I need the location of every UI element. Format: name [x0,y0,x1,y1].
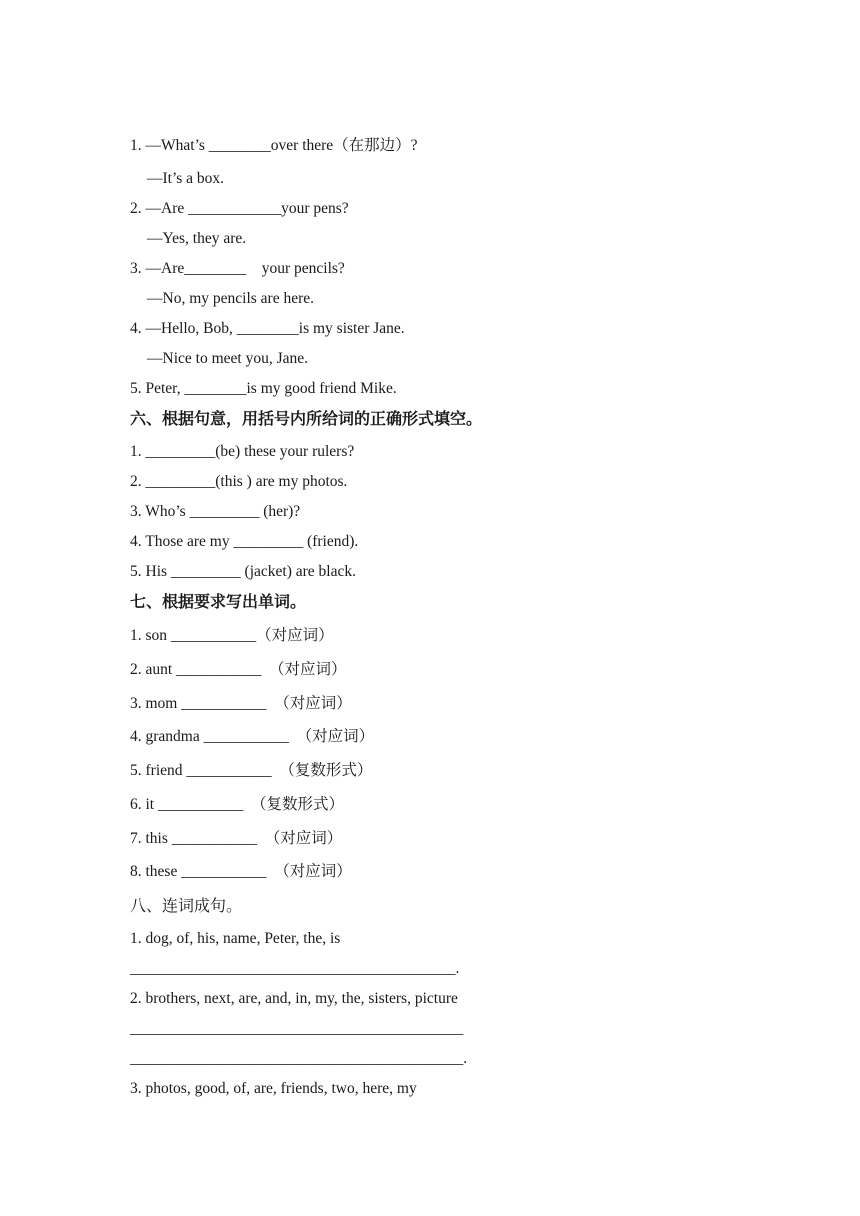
question-7-1: 1. son ___________（对应词） [130,627,334,644]
question-5-3: 3. —Are________ your pencils? [130,260,345,277]
section-7-title: 七、根据要求写出单词。 [130,592,307,611]
answer-5-1: —It’s a box. [147,170,225,187]
question-6-4: 4. Those are my _________ (friend). [130,533,359,550]
question-6-2: 2. _________(this ) are my photos. [130,473,348,490]
question-5-4: 4. —Hello, Bob, ________is my sister Jane. [130,320,405,337]
answer-line-8-1: __________________________________________. [130,960,460,977]
question-6-5: 5. His _________ (jacket) are black. [130,563,356,580]
answer-5-2: —Yes, they are. [147,230,247,247]
answer-line-8-2b: ___________________________________________. [130,1050,468,1067]
question-5-5: 5. Peter, ________is my good friend Mike. [130,380,397,397]
question-7-5: 5. friend ___________ （复数形式） [130,762,373,779]
question-5-1: 1. —What’s ________over there（在那边）? [130,137,418,154]
question-8-1: 1. dog, of, his, name, Peter, the, is [130,930,341,947]
section-8-title: 八、连词成句。 [130,896,243,915]
answer-line-8-2a: ___________________________________________ [130,1020,464,1037]
question-7-4: 4. grandma ___________ （对应词） [130,728,375,745]
question-7-2: 2. aunt ___________ （对应词） [130,661,347,678]
answer-5-3: —No, my pencils are here. [147,290,314,307]
question-6-1: 1. _________(be) these your rulers? [130,443,355,460]
question-8-2: 2. brothers, next, are, and, in, my, the, sisters, picture [130,990,458,1007]
question-5-2: 2. —Are ____________your pens? [130,200,349,217]
question-8-3: 3. photos, good, of, are, friends, two, here, my [130,1080,417,1097]
question-7-8: 8. these ___________ （对应词） [130,863,352,880]
question-7-7: 7. this ___________ （对应词） [130,830,343,847]
question-7-3: 3. mom ___________ （对应词） [130,695,352,712]
question-6-3: 3. Who’s _________ (her)? [130,503,301,520]
section-6-title: 六、根据句意，用括号内所给词的正确形式填空。 [130,409,483,428]
question-7-6: 6. it ___________ （复数形式） [130,796,344,813]
answer-5-4: —Nice to meet you, Jane. [147,350,308,367]
